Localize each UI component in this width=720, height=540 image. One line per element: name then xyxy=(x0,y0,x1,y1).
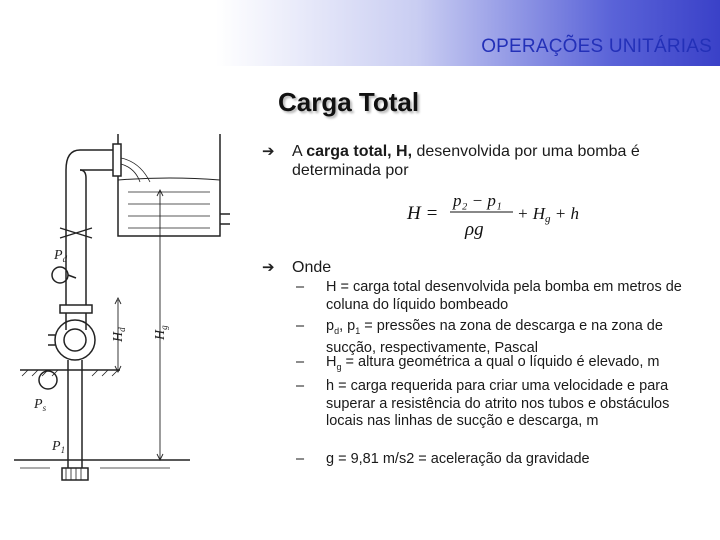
svg-text:P1: $P_1$ xyxy=(52,439,66,455)
svg-text:Hd: $H_d$ xyxy=(111,327,127,342)
arrow-bullet-icon: ➔ xyxy=(262,259,275,276)
svg-text:p₂ − p₁: p₂ − p₁ xyxy=(453,191,502,210)
svg-text:H =: H = xyxy=(407,203,439,224)
svg-text:Hg: $H_g$ xyxy=(153,325,169,340)
tank-outline xyxy=(118,134,220,236)
label-ps: P xyxy=(34,397,43,412)
pump-diagram xyxy=(0,130,250,510)
pump-casing xyxy=(55,320,95,360)
header-title: OPERAÇÕES UNITÁRIAS xyxy=(481,36,712,57)
label-pd: P xyxy=(54,248,63,263)
arrow-bullet-icon: ➔ xyxy=(262,143,275,160)
slide-title: Carga Total xyxy=(278,87,420,117)
suction-gauge xyxy=(39,371,57,389)
bullet-text: A carga total, H, desenvolvida por uma bomba é determinada por xyxy=(292,143,640,179)
label-hd: H xyxy=(111,331,126,342)
label-hg: H xyxy=(153,329,168,340)
carga-total-formula xyxy=(405,190,605,242)
svg-text:ρg: ρg xyxy=(465,219,484,240)
label-p1: P xyxy=(52,439,61,454)
svg-text:Pd: $P_d$ xyxy=(54,248,68,264)
svg-text:+ Hg + h: + Hg + h xyxy=(517,204,579,225)
svg-text:Ps: $P_s$ xyxy=(34,397,47,413)
